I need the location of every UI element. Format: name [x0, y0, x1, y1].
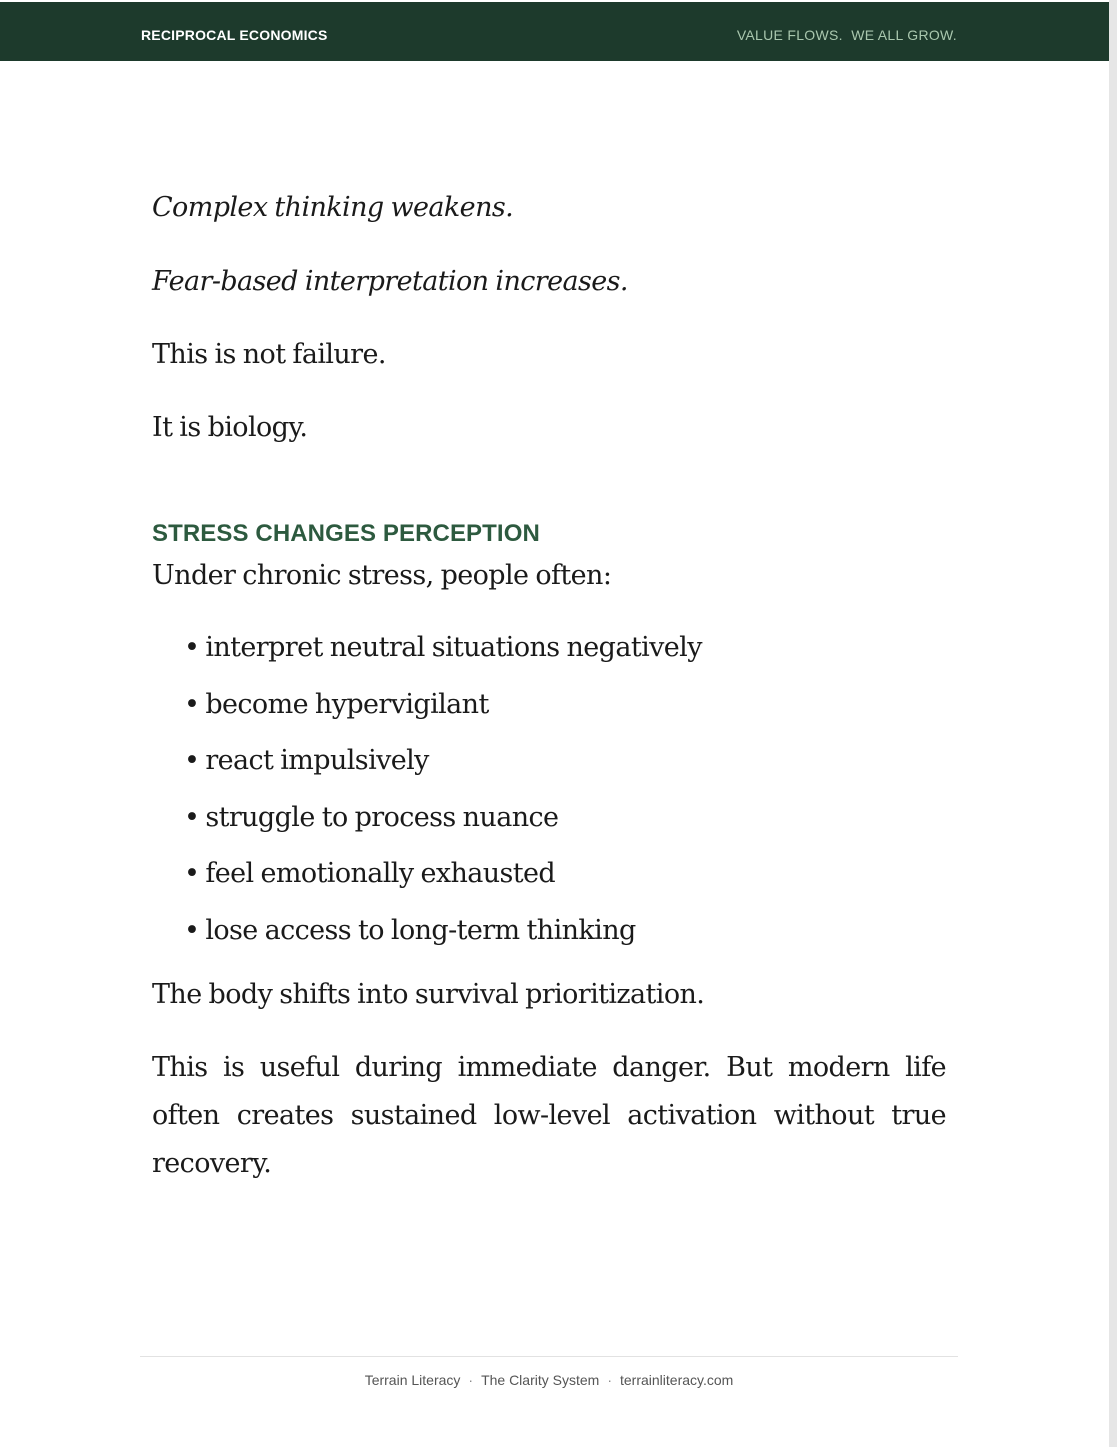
footer-item-clarity-system: The Clarity System	[481, 1372, 600, 1388]
footer-item-terrain-literacy: Terrain Literacy	[364, 1372, 461, 1388]
bullet-dot: •	[184, 801, 200, 833]
stress-effects-list	[152, 624, 946, 955]
list-item-text: interpret neutral situations negatively	[205, 632, 702, 663]
bullet-dot: •	[184, 745, 200, 777]
list-item	[184, 737, 946, 785]
brand-tagline: VALUE FLOWS. WE ALL GROW.	[736, 27, 957, 43]
brand-title: RECIPROCAL ECONOMICS	[141, 27, 328, 43]
list-item-text: struggle to process nuance	[205, 801, 559, 833]
main-content	[152, 184, 946, 1188]
footer-separator: ·	[607, 1372, 612, 1388]
section-intro: Under chronic stress, people often:	[152, 560, 612, 591]
list-item	[184, 850, 946, 898]
list-item	[184, 794, 946, 842]
list-item	[184, 907, 946, 955]
intro-line-not-failure: This is not failure.	[152, 339, 386, 370]
intro-line-fear-based: Fear-based interpretation increases.	[152, 266, 628, 297]
footer-divider	[140, 1356, 958, 1357]
page-edge-shadow	[1109, 0, 1117, 1447]
paragraph-survival: The body shifts into survival prioritization.	[152, 978, 705, 1010]
intro-line-complex-thinking: Complex thinking weakens.	[152, 192, 514, 223]
bullet-dot: •	[184, 914, 200, 946]
paragraph-modern-life: This is useful during immediate danger. But modern life often creates sustained low-level activation without true recovery.	[152, 1051, 946, 1179]
list-item-text: feel emotionally exhausted	[205, 858, 556, 890]
intro-line-biology: It is biology.	[152, 412, 308, 443]
footer-item-website: terrainliteracy.com	[619, 1372, 734, 1388]
list-item	[184, 624, 946, 672]
footer	[0, 1370, 1098, 1390]
bullet-dot: •	[184, 688, 200, 720]
section-heading: STRESS CHANGES PERCEPTION	[152, 520, 540, 547]
list-item-text: lose access to long-term thinking	[205, 914, 636, 946]
bullet-dot: •	[184, 858, 200, 890]
footer-separator: ·	[468, 1372, 474, 1388]
list-item-text: react impulsively	[205, 745, 429, 777]
list-item-text: become hypervigilant	[205, 688, 489, 720]
header-bar	[0, 2, 1109, 61]
list-item	[184, 681, 946, 729]
bullet-dot: •	[184, 632, 200, 663]
